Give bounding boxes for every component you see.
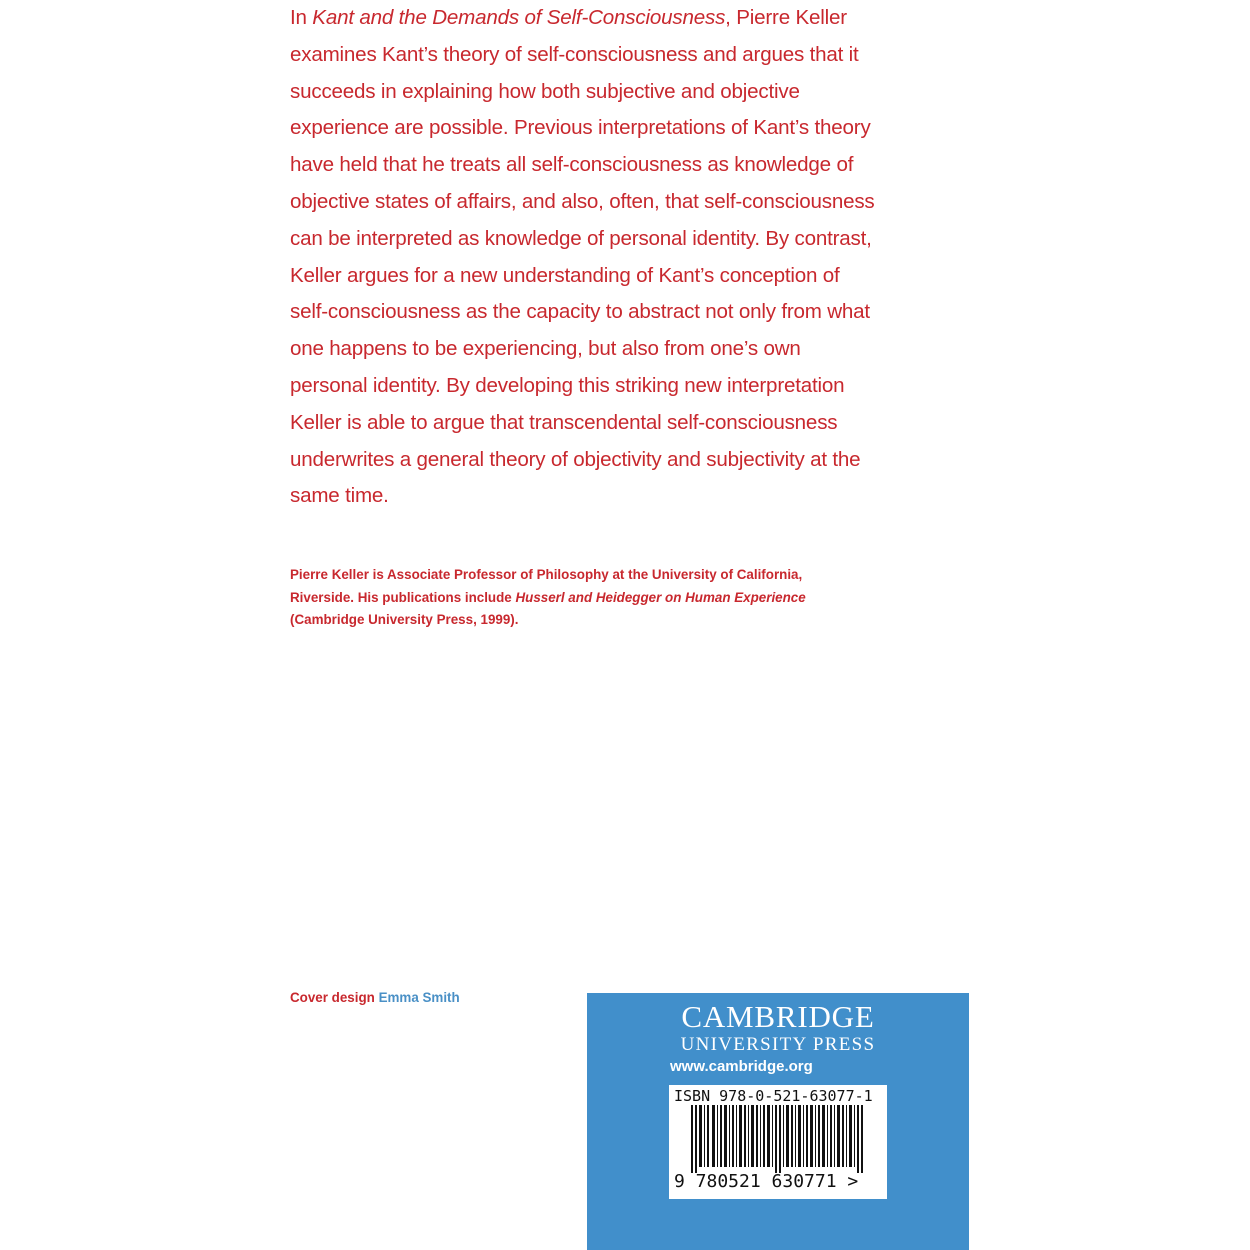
description-line: objective states of affairs, and also, often, that self-consciousness bbox=[290, 189, 875, 213]
bio-line: Pierre Keller is Associate Professor of Philosophy at the University of California, bbox=[290, 567, 803, 582]
description-line: personal identity. By developing this striking new interpretation bbox=[290, 373, 845, 397]
barcode-box bbox=[669, 1085, 887, 1199]
barcode-icon bbox=[669, 1105, 887, 1173]
designer-name: Emma Smith bbox=[378, 990, 460, 1005]
publisher-block bbox=[587, 993, 969, 1250]
description-line: Keller argues for a new understanding of Kant’s conception of bbox=[290, 263, 840, 287]
cover-design-credit bbox=[290, 988, 460, 1008]
description-line: experience are possible. Previous interpretations of Kant’s theory bbox=[290, 116, 871, 140]
publisher-url: www.cambridge.org bbox=[670, 1058, 813, 1075]
description-line: have held that he treats all self-consciousness as knowledge of bbox=[290, 153, 854, 177]
description-line: In Kant and the Demands of Self-Consciousness, Pierre Keller bbox=[290, 6, 847, 29]
related-book-title: Husserl and Heidegger on Human Experience bbox=[515, 589, 806, 605]
credit-label: Cover design bbox=[290, 990, 375, 1005]
book-title: Kant and the Demands of Self-Consciousness bbox=[312, 6, 726, 29]
book-description bbox=[290, 0, 910, 515]
bio-line: (Cambridge University Press, 1999). bbox=[290, 612, 519, 627]
description-line: Keller is able to argue that transcendental self-consciousness bbox=[290, 410, 838, 434]
bio-line: Riverside. His publications include Husserl and Heidegger on Human Experience bbox=[290, 589, 806, 605]
isbn-label: ISBN 978-0-521-63077-1 bbox=[674, 1087, 873, 1105]
description-line: same time. bbox=[290, 484, 389, 508]
description-line: underwrites a general theory of objectivity and subjectivity at the bbox=[290, 447, 861, 471]
publisher-logo-name: CAMBRIDGE bbox=[681, 999, 875, 1034]
author-bio bbox=[290, 564, 850, 632]
description-line: can be interpreted as knowledge of personal identity. By contrast, bbox=[290, 226, 872, 250]
barcode-digits: 9 780521 630771 > bbox=[674, 1171, 859, 1192]
description-line: examines Kant’s theory of self-consciousness and argues that it bbox=[290, 42, 859, 66]
description-line: one happens to be experiencing, but also from one’s own bbox=[290, 337, 801, 361]
description-line: succeeds in explaining how both subjective and objective bbox=[290, 79, 800, 103]
description-line: self-consciousness as the capacity to abstract not only from what bbox=[290, 300, 870, 324]
publisher-logo-subtitle: UNIVERSITY PRESS bbox=[680, 1034, 876, 1055]
